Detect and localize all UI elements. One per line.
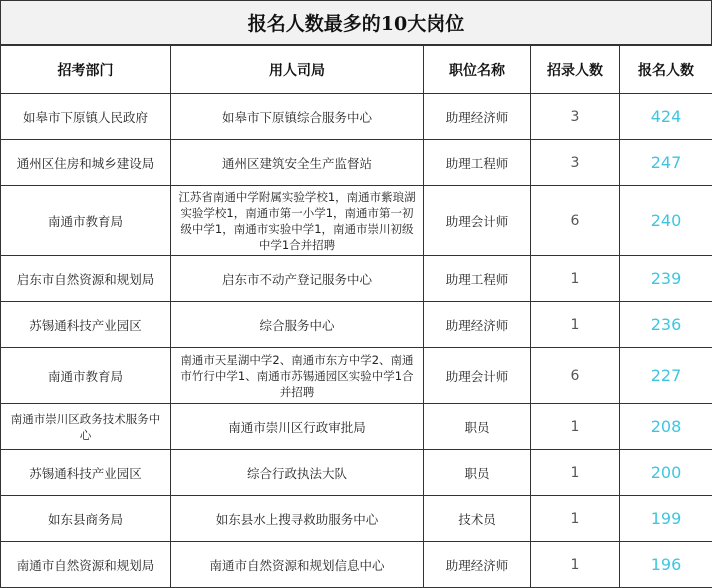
cell-apply: 227 [620, 348, 712, 404]
cell-position: 助理经济师 [424, 94, 531, 140]
cell-hire: 3 [531, 140, 620, 186]
cell-dept: 南通市教育局 [1, 348, 171, 404]
cell-position: 助理经济师 [424, 542, 531, 588]
cell-unit: 综合行政执法大队 [171, 450, 424, 496]
cell-dept: 通州区住房和城乡建设局 [1, 140, 171, 186]
header-dept: 招考部门 [1, 46, 171, 94]
cell-apply: 424 [620, 94, 712, 140]
cell-unit: 如皋市下原镇综合服务中心 [171, 94, 424, 140]
cell-dept: 启东市自然资源和规划局 [1, 256, 171, 302]
cell-position: 助理工程师 [424, 256, 531, 302]
cell-position: 职员 [424, 450, 531, 496]
table-row [1, 348, 712, 404]
cell-unit: 如东县水上搜寻救助服务中心 [171, 496, 424, 542]
cell-dept: 南通市自然资源和规划局 [1, 542, 171, 588]
cell-apply: 247 [620, 140, 712, 186]
cell-position: 技术员 [424, 496, 531, 542]
cell-unit: 通州区建筑安全生产监督站 [171, 140, 424, 186]
header-position: 职位名称 [424, 46, 531, 94]
cell-dept: 苏锡通科技产业园区 [1, 450, 171, 496]
positions-table [0, 45, 712, 588]
header-unit: 用人司局 [171, 46, 424, 94]
cell-hire: 1 [531, 450, 620, 496]
table-row [1, 94, 712, 140]
table-row [1, 404, 712, 450]
header-apply: 报名人数 [620, 46, 712, 94]
cell-position: 职员 [424, 404, 531, 450]
cell-dept: 南通市崇川区政务技术服务中心 [1, 404, 171, 450]
cell-unit: 南通市崇川区行政审批局 [171, 404, 424, 450]
cell-apply: 239 [620, 256, 712, 302]
cell-hire: 3 [531, 94, 620, 140]
table-row [1, 256, 712, 302]
table-row [1, 542, 712, 588]
table-row [1, 186, 712, 256]
cell-position: 助理经济师 [424, 302, 531, 348]
cell-hire: 1 [531, 404, 620, 450]
cell-position: 助理会计师 [424, 186, 531, 256]
cell-hire: 1 [531, 542, 620, 588]
cell-hire: 1 [531, 496, 620, 542]
table-row [1, 496, 712, 542]
cell-unit: 南通市自然资源和规划信息中心 [171, 542, 424, 588]
cell-unit: 启东市不动产登记服务中心 [171, 256, 424, 302]
table-row [1, 450, 712, 496]
table-header-row [1, 46, 712, 94]
cell-apply: 196 [620, 542, 712, 588]
cell-hire: 1 [531, 302, 620, 348]
cell-dept: 如皋市下原镇人民政府 [1, 94, 171, 140]
cell-hire: 6 [531, 186, 620, 256]
table-title: 报名人数最多的10大岗位 [0, 0, 712, 45]
cell-position: 助理会计师 [424, 348, 531, 404]
cell-position: 助理工程师 [424, 140, 531, 186]
table-row [1, 302, 712, 348]
cell-apply: 200 [620, 450, 712, 496]
table-row [1, 140, 712, 186]
cell-unit: 综合服务中心 [171, 302, 424, 348]
cell-apply: 236 [620, 302, 712, 348]
cell-dept: 如东县商务局 [1, 496, 171, 542]
cell-apply: 240 [620, 186, 712, 256]
cell-hire: 6 [531, 348, 620, 404]
cell-apply: 199 [620, 496, 712, 542]
cell-unit: 江苏省南通中学附属实验学校1，南通市紫琅湖实验学校1，南通市第一小学1，南通市第一初级中学1，南通市实验中学1，南通市崇川初级中学1合并招聘 [171, 186, 424, 256]
cell-unit: 南通市天星湖中学2、南通市东方中学2、南通市竹行中学1、南通市苏锡通园区实验中学1合并招聘 [171, 348, 424, 404]
cell-dept: 苏锡通科技产业园区 [1, 302, 171, 348]
cell-hire: 1 [531, 256, 620, 302]
cell-apply: 208 [620, 404, 712, 450]
header-hire: 招录人数 [531, 46, 620, 94]
cell-dept: 南通市教育局 [1, 186, 171, 256]
